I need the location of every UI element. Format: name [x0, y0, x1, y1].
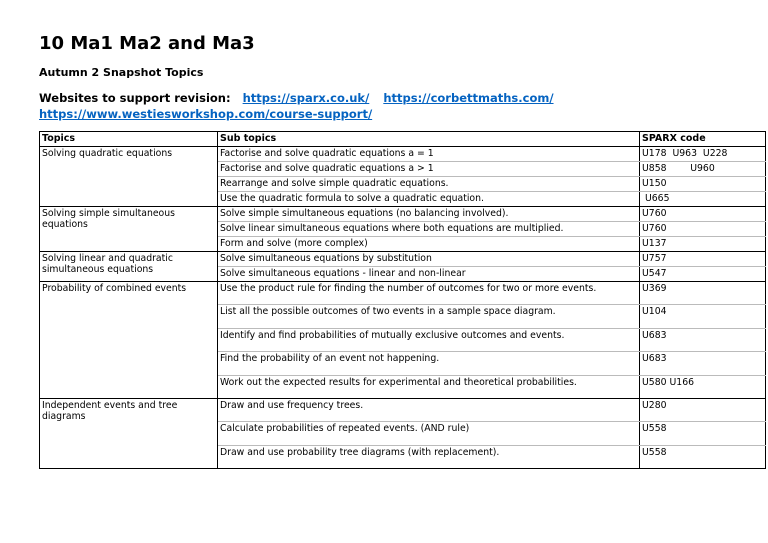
sparx-code-cell: U580 U166: [640, 375, 766, 398]
sparx-code-cell: U683: [640, 328, 766, 351]
sparx-code-cell: U104: [640, 305, 766, 328]
header-sub-topics: Sub topics: [218, 132, 640, 147]
subtopic-cell: Draw and use probability tree diagrams (with replacement).: [218, 445, 640, 468]
subtopic-cell: Rearrange and solve simple quadratic equations.: [218, 177, 640, 192]
topic-cell: Solving linear and quadratic simultaneous equations: [40, 252, 218, 282]
table-row: [40, 207, 766, 222]
sparx-code-cell: U558: [640, 445, 766, 468]
subtopic-cell: Calculate probabilities of repeated events. (AND rule): [218, 422, 640, 445]
topics-table: [39, 131, 766, 469]
sparx-code-cell: U858 U960: [640, 162, 766, 177]
subtopic-cell: Solve simple simultaneous equations (no balancing involved).: [218, 207, 640, 222]
websites-label: Websites to support revision:: [39, 91, 231, 105]
sparx-code-cell: U683: [640, 352, 766, 375]
subtopic-cell: Find the probability of an event not happening.: [218, 352, 640, 375]
sparx-code-cell: U280: [640, 398, 766, 421]
sparx-code-cell: U137: [640, 237, 766, 252]
header-topics: Topics: [40, 132, 218, 147]
subtopic-cell: Draw and use frequency trees.: [218, 398, 640, 421]
subtopic-cell: Factorise and solve quadratic equations a > 1: [218, 162, 640, 177]
subtopic-cell: Factorise and solve quadratic equations a = 1: [218, 147, 640, 162]
page-title: 10 Ma1 Ma2 and Ma3: [39, 33, 255, 54]
subtopic-cell: Use the quadratic formula to solve a quadratic equation.: [218, 192, 640, 207]
subtopic-cell: Solve simultaneous equations - linear and non-linear: [218, 267, 640, 282]
websites-section: [39, 90, 739, 122]
subtopic-cell: Form and solve (more complex): [218, 237, 640, 252]
sparx-code-cell: U178 U963 U228: [640, 147, 766, 162]
subtopic-cell: Identify and find probabilities of mutually exclusive outcomes and events.: [218, 328, 640, 351]
sparx-code-cell: U150: [640, 177, 766, 192]
header-sparx-code: SPARX code: [640, 132, 766, 147]
westiesworkshop-link[interactable]: https://www.westiesworkshop.com/course-support/: [39, 107, 373, 121]
sparx-link[interactable]: https://sparx.co.uk/: [242, 91, 370, 105]
topic-cell: Independent events and tree diagrams: [40, 398, 218, 468]
topic-cell: Solving simple simultaneous equations: [40, 207, 218, 252]
sparx-code-cell: U760: [640, 222, 766, 237]
topic-cell: Solving quadratic equations: [40, 147, 218, 207]
table-header-row: [40, 132, 766, 147]
sparx-code-cell: U665: [640, 192, 766, 207]
subtopic-cell: Use the product rule for finding the number of outcomes for two or more events.: [218, 282, 640, 305]
sparx-code-cell: U558: [640, 422, 766, 445]
sparx-code-cell: U760: [640, 207, 766, 222]
sparx-code-cell: U547: [640, 267, 766, 282]
subtopic-cell: List all the possible outcomes of two events in a sample space diagram.: [218, 305, 640, 328]
table-row: [40, 252, 766, 267]
subtopic-cell: Work out the expected results for experimental and theoretical probabilities.: [218, 375, 640, 398]
page-subtitle: Autumn 2 Snapshot Topics: [39, 66, 204, 79]
table-row: [40, 147, 766, 162]
subtopic-cell: Solve simultaneous equations by substitution: [218, 252, 640, 267]
sparx-code-cell: U757: [640, 252, 766, 267]
table-row: [40, 398, 766, 421]
topic-cell: Probability of combined events: [40, 282, 218, 399]
sparx-code-cell: U369: [640, 282, 766, 305]
corbettmaths-link[interactable]: https://corbettmaths.com/: [383, 91, 554, 105]
table-row: [40, 282, 766, 305]
subtopic-cell: Solve linear simultaneous equations where both equations are multiplied.: [218, 222, 640, 237]
